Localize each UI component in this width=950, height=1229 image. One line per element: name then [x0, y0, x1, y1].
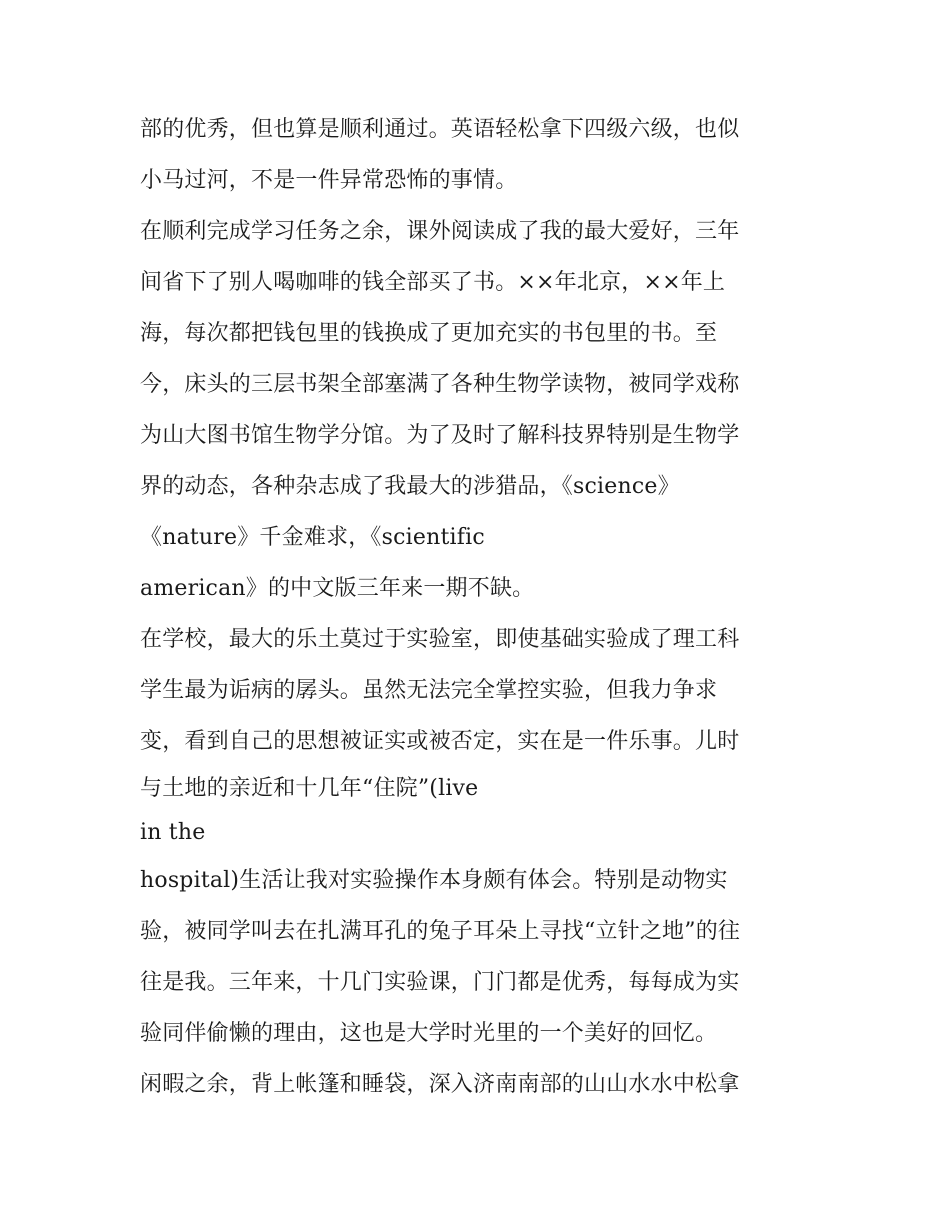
text-line: 往是我。三年来，十几门实验课，门门都是优秀，每每成为实: [140, 970, 740, 995]
text-line: 在学校，最大的乐土莫过于实验室，即使基础实验成了理工科: [140, 627, 740, 652]
text-line: american》的中文版三年来一期不缺。: [140, 576, 535, 601]
text-line: 为山大图书馆生物学分馆。为了及时了解科技界特别是生物学: [140, 423, 740, 448]
text-line: 与土地的亲近和十几年“住院”(live: [140, 776, 479, 801]
text-line: 验，被同学叫去在扎满耳孔的兔子耳朵上寻找“立针之地”的往: [140, 919, 741, 944]
body-text: [140, 104, 830, 1110]
text-line: in the: [140, 820, 206, 845]
text-line: 学生最为诟病的孱头。虽然无法完全掌控实验，但我力争求: [140, 678, 718, 703]
text-line: 在顺利完成学习任务之余，课外阅读成了我的最大爱好，三年: [140, 219, 740, 244]
text-line: 今，床头的三层书架全部塞满了各种生物学读物，被同学戏称: [140, 372, 740, 397]
text-line: 界的动态，各种杂志成了我最大的涉猎品，《science》: [140, 474, 680, 499]
text-line: 小马过河，不是一件异常恐怖的事情。: [140, 168, 518, 193]
text-line: 部的优秀，但也算是顺利通过。英语轻松拿下四级六级，也似: [140, 117, 740, 142]
text-line: 《nature》千金难求，《scientific: [140, 525, 485, 550]
text-line: 验同伴偷懒的理由，这也是大学时光里的一个美好的回忆。: [140, 1021, 718, 1046]
text-line: 海，每次都把钱包里的钱换成了更加充实的书包里的书。至: [140, 321, 718, 346]
text-line: 闲暇之余，背上帐篷和睡袋，深入济南南部的山山水水中松拿: [140, 1072, 740, 1097]
text-line: 变，看到自己的思想被证实或被否定，实在是一件乐事。儿时: [140, 729, 740, 754]
text-line: 间省下了别人喝咖啡的钱全部买了书。××年北京，××年上: [140, 270, 726, 295]
text-line: hospital)生活让我对实验操作本身颇有体会。特别是动物实: [140, 868, 728, 893]
